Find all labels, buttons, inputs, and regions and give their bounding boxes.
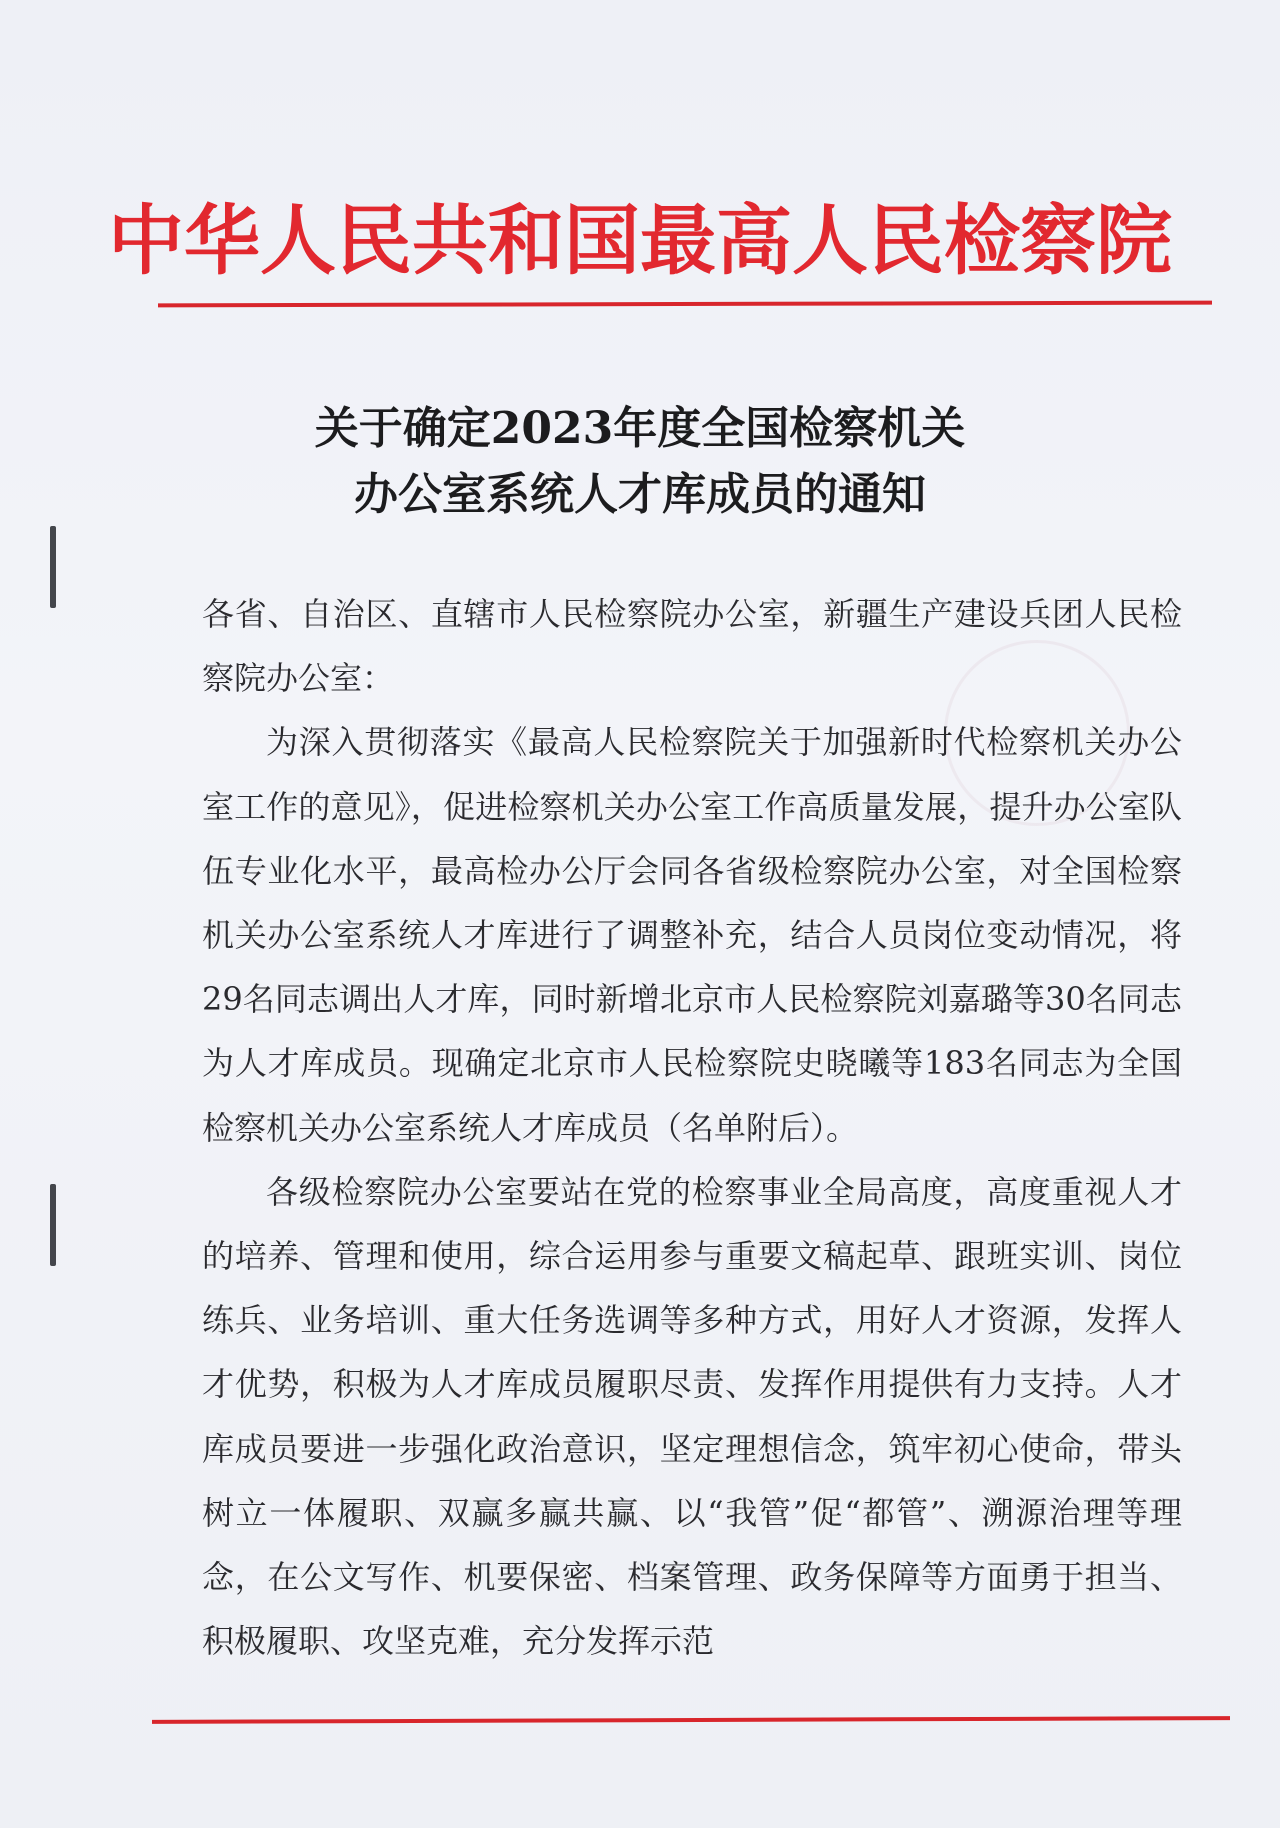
body-paragraph-1: 为深入贯彻落实《最高人民检察院关于加强新时代检察机关办公室工作的意见》，促进检察机关办公室工作高质量发展，提升办公室队伍专业化水平，最高检办公厅会同各省级检察院办公室，对全国检察机关办公室系统人才库进行了调整补充，结合人员岗位变动情况，将29名同志调出人才库，同时新增北京市人民检察院刘嘉璐等30名同志为人才库成员。现确定北京市人民检察院史晓曦等183名同志为全国检察机关办公室系统人才库成员（名单附后）。 — [202, 723, 1182, 1147]
organization-header: 中华人民共和国最高人民检察院 — [108, 196, 1172, 285]
document-body — [202, 582, 1182, 1673]
title-line-2: 办公室系统人才库成员的通知 — [354, 469, 926, 520]
document-title — [0, 396, 1280, 528]
title-line-1: 关于确定2023年度全国检察机关 — [314, 403, 966, 454]
binding-clip-bottom — [50, 1184, 56, 1266]
salutation: 各省、自治区、直辖市人民检察院办公室，新疆生产建设兵团人民检察院办公室： — [202, 595, 1182, 698]
red-footer-rule — [152, 1716, 1230, 1724]
binding-clip-top — [50, 526, 56, 608]
red-header-rule — [158, 301, 1212, 308]
body-paragraph-2: 各级检察院办公室要站在党的检察事业全局高度，高度重视人才的培养、管理和使用，综合运用参与重要文稿起草、跟班实训、岗位练兵、业务培训、重大任务选调等多种方式，用好人才资源，发挥人才优势，积极为人才库成员履职尽责、发挥作用提供有力支持。人才库成员要进一步强化政治意识，坚定理想信念，筑牢初心使命，带头树立一体履职、双赢多赢共赢、以“我管”促“都管”、溯源治理等理念，在公文写作、机要保密、档案管理、政务保障等方面勇于担当、积极履职、攻坚克难，充分发挥示范 — [202, 1172, 1182, 1661]
